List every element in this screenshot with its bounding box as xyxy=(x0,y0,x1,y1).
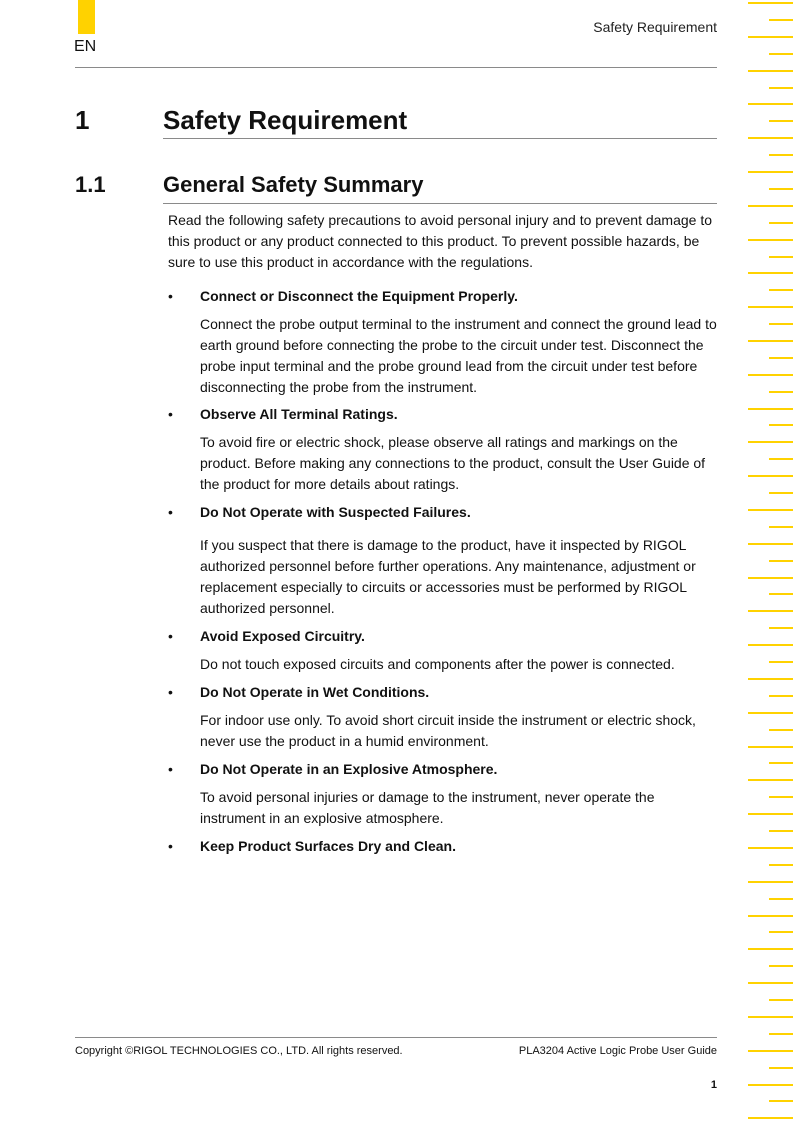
ruler-tick xyxy=(748,746,793,748)
ruler-tick xyxy=(748,441,793,443)
ruler-tick xyxy=(748,543,793,545)
ruler-tick xyxy=(748,847,793,849)
intro-paragraph: Read the following safety precautions to avoid personal injury and to prevent damage to this product or any product connected to this product. To prevent possible hazards, be sure to use this product in accordance with the regulations. xyxy=(168,212,713,270)
ruler-tick xyxy=(769,729,793,731)
ruler-tick xyxy=(769,1067,793,1069)
language-label: EN xyxy=(74,38,97,55)
ruler-tick xyxy=(748,374,793,376)
bullet-icon: • xyxy=(168,406,173,422)
ruler-tick xyxy=(748,915,793,917)
list-item xyxy=(168,404,720,495)
ruler-tick xyxy=(769,188,793,190)
ruler-tick xyxy=(769,492,793,494)
ruler-tick xyxy=(769,560,793,562)
ruler-tick xyxy=(769,154,793,156)
ruler-tick xyxy=(748,171,793,173)
ruler-tick xyxy=(769,796,793,798)
page-edge-ruler xyxy=(748,0,793,1122)
ruler-tick xyxy=(769,661,793,663)
language-tab-marker xyxy=(78,0,95,34)
list-item xyxy=(168,836,720,857)
ruler-tick xyxy=(769,19,793,21)
ruler-tick xyxy=(769,289,793,291)
footer-divider xyxy=(75,1037,717,1038)
page-number: 1 xyxy=(710,1079,717,1091)
ruler-tick xyxy=(748,610,793,612)
ruler-tick xyxy=(769,357,793,359)
ruler-tick xyxy=(748,678,793,680)
ruler-tick xyxy=(769,830,793,832)
item-heading: Avoid Exposed Circuitry. xyxy=(200,628,365,644)
ruler-tick xyxy=(769,593,793,595)
header-divider xyxy=(75,67,717,68)
chapter-number: 1 xyxy=(75,105,90,135)
ruler-tick xyxy=(769,53,793,55)
list-item xyxy=(168,759,720,829)
safety-precautions-list xyxy=(168,286,720,857)
item-heading: Keep Product Surfaces Dry and Clean. xyxy=(200,838,456,854)
ruler-tick xyxy=(748,340,793,342)
ruler-tick xyxy=(748,70,793,72)
section-divider xyxy=(163,203,717,204)
section-title: General Safety Summary xyxy=(163,172,424,197)
ruler-tick xyxy=(748,948,793,950)
ruler-tick xyxy=(769,965,793,967)
ruler-tick xyxy=(769,695,793,697)
ruler-tick xyxy=(769,762,793,764)
ruler-tick xyxy=(748,1050,793,1052)
footer-document-title: PLA3204 Active Logic Probe User Guide xyxy=(518,1045,717,1057)
item-heading: Do Not Operate in Wet Conditions. xyxy=(200,684,430,700)
running-header-title: Safety Requirement xyxy=(593,19,717,35)
ruler-tick xyxy=(748,272,793,274)
list-item xyxy=(168,502,720,619)
ruler-tick xyxy=(748,408,793,410)
ruler-tick xyxy=(748,779,793,781)
ruler-tick xyxy=(748,36,793,38)
list-item xyxy=(168,286,720,398)
ruler-tick xyxy=(748,881,793,883)
ruler-tick xyxy=(748,509,793,511)
ruler-tick xyxy=(748,239,793,241)
ruler-tick xyxy=(769,526,793,528)
footer-copyright: Copyright ©RIGOL TECHNOLOGIES CO., LTD. All rights reserved. xyxy=(75,1045,403,1057)
ruler-tick xyxy=(748,982,793,984)
ruler-tick xyxy=(769,864,793,866)
item-body: To avoid fire or electric shock, please observe all ratings and markings on the product. Before making any connections to the product, consult the User Guide of the product for more details about ratings. xyxy=(200,434,706,492)
ruler-tick xyxy=(748,1016,793,1018)
ruler-tick xyxy=(769,424,793,426)
item-body: If you suspect that there is damage to the product, have it inspected by RIGOL authorized personnel before further operations. Any maintenance, adjustment or replacement especially to circuits or accessories must be performed by RIGOL authorized personnel. xyxy=(200,537,696,616)
item-body: Connect the probe output terminal to the instrument and connect the ground lead to earth ground before connecting the probe to the circuit under test. Disconnect the probe input terminal and the probe ground lead from the circuit under test before disconnecting the probe from the instrument. xyxy=(200,316,717,395)
list-item xyxy=(168,682,720,752)
ruler-tick xyxy=(748,1084,793,1086)
ruler-tick xyxy=(769,323,793,325)
ruler-tick xyxy=(769,898,793,900)
ruler-tick xyxy=(748,644,793,646)
chapter-divider xyxy=(163,138,717,139)
ruler-tick xyxy=(769,999,793,1001)
ruler-tick xyxy=(748,475,793,477)
item-heading: Connect or Disconnect the Equipment Properly. xyxy=(200,288,518,304)
item-heading: Do Not Operate with Suspected Failures. xyxy=(200,504,471,520)
ruler-tick xyxy=(769,391,793,393)
ruler-tick xyxy=(748,813,793,815)
ruler-tick xyxy=(748,712,793,714)
item-body: Do not touch exposed circuits and components after the power is connected. xyxy=(200,656,675,672)
ruler-tick xyxy=(769,1100,793,1102)
bullet-icon: • xyxy=(168,628,173,644)
ruler-tick xyxy=(769,931,793,933)
ruler-tick xyxy=(748,306,793,308)
item-heading: Do Not Operate in an Explosive Atmosphere. xyxy=(200,761,498,777)
list-item xyxy=(168,626,720,675)
bullet-icon: • xyxy=(168,838,173,854)
ruler-tick xyxy=(769,1033,793,1035)
ruler-tick xyxy=(769,627,793,629)
ruler-tick xyxy=(748,103,793,105)
bullet-icon: • xyxy=(168,761,173,777)
ruler-tick xyxy=(748,577,793,579)
ruler-tick xyxy=(748,205,793,207)
ruler-tick xyxy=(769,120,793,122)
ruler-tick xyxy=(769,87,793,89)
chapter-title: Safety Requirement xyxy=(163,105,408,135)
ruler-tick xyxy=(769,222,793,224)
bullet-icon: • xyxy=(168,684,173,700)
item-body: To avoid personal injuries or damage to the instrument, never operate the instrument in an explosive atmosphere. xyxy=(200,789,655,826)
bullet-icon: • xyxy=(168,288,173,304)
ruler-tick xyxy=(769,256,793,258)
ruler-tick xyxy=(748,137,793,139)
section-number: 1.1 xyxy=(75,172,106,197)
ruler-tick xyxy=(748,1117,793,1119)
bullet-icon: • xyxy=(168,504,173,520)
item-heading: Observe All Terminal Ratings. xyxy=(200,406,398,422)
ruler-tick xyxy=(769,458,793,460)
item-body: For indoor use only. To avoid short circuit inside the instrument or electric shock, never use the product in a humid environment. xyxy=(200,712,696,749)
ruler-tick xyxy=(748,2,793,4)
